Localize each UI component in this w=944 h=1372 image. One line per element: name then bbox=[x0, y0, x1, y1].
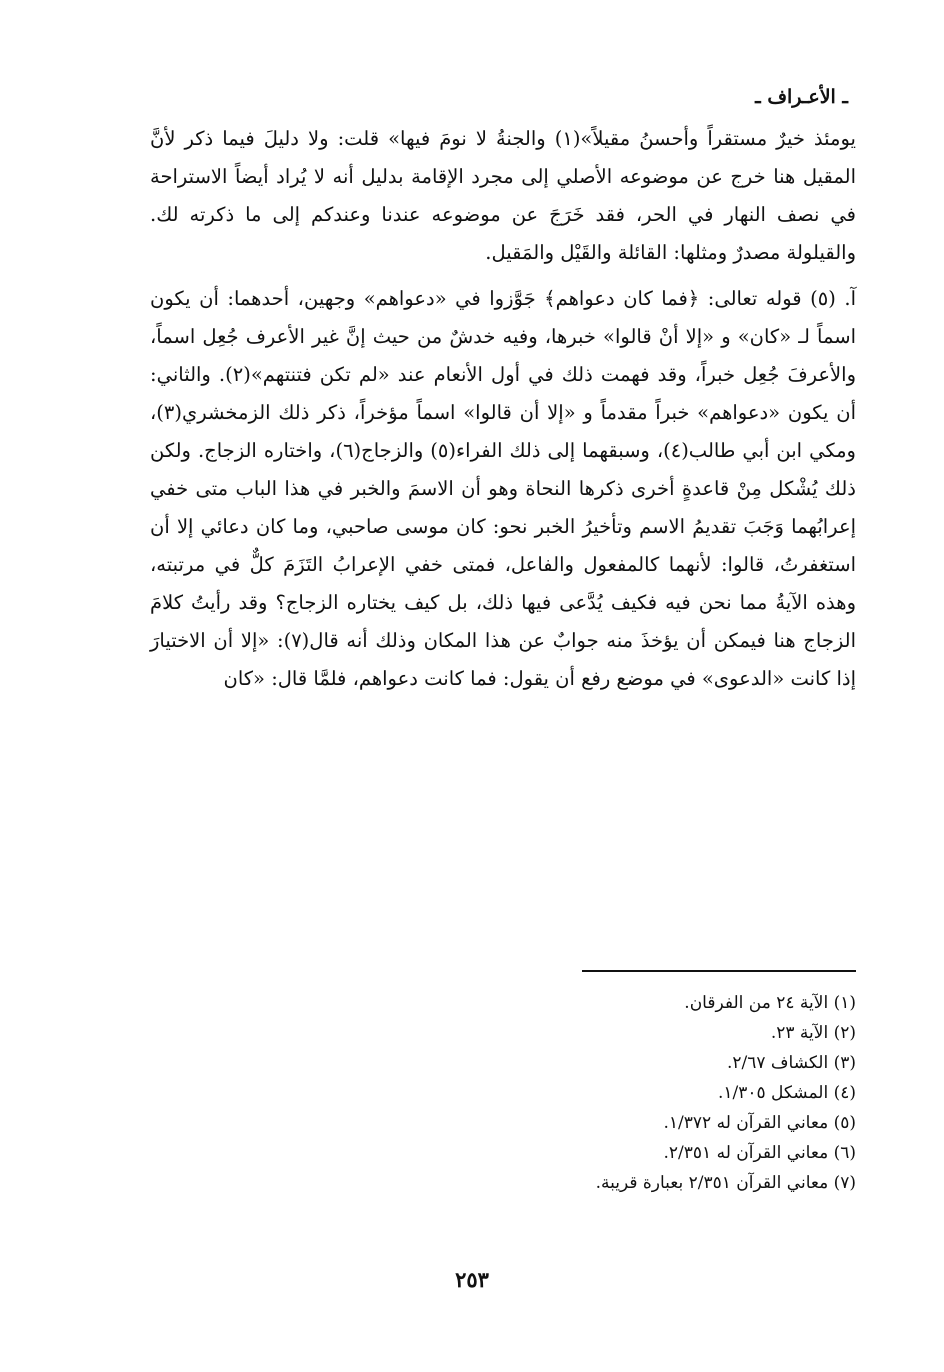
page-number: ٢٥٣ bbox=[455, 1267, 489, 1292]
footnote-separator bbox=[582, 970, 856, 972]
main-text bbox=[150, 120, 856, 698]
footnotes-list bbox=[436, 988, 856, 1198]
paragraph-1: يومئذ خيرٌ مستقراً وأحسنُ مقيلاً»(١) والجنةُ لا نومَ فيها» قلت: ولا دليلَ فيما ذكر لأنَّ المقيل هنا خرج عن موضوعه الأصلي إلى مجرد الإقامة بدليل أنه لا يُراد أيضاً الاستراحة في نصف النهار في الحر، فقد خَرَجَ عن موضوعه عندنا وعندكم إلى ما ذكرته لك. والقيلولة مصدرٌ ومثلها: القائلة والقَيْل والمَقيل. bbox=[150, 127, 856, 264]
footnote-4: (٤) المشكل ١/٣٠٥. bbox=[717, 1083, 856, 1103]
paragraph-2: آ. (٥) قوله تعالى: ﴿فما كان دعواهم﴾ جَوَّزوا في «دعواهم» وجهين، أحدهما: أن يكون اسماً لـ «كان» و «إلا أنْ قالوا» خبرها، وفيه خدشٌ من حيث إنَّ غير الأعرف جُعِل اسماً، والأعرفَ جُعِل خبراً، وقد فهمت ذلك في أول الأنعام عند «لم تكن فتنتهم»(٢). والثاني: أن يكون «دعواهم» خبراً مقدماً و «إلا أن قالوا» اسماً مؤخراً، ذكر ذلك الزمخشري(٣)، ومكي ابن أبي طالب(٤)، وسبقهما إلى ذلك الفراء(٥) والزجاج(٦)، واختاره الزجاج. ولكن ذلك يُشْكل مِنْ قاعدةٍ أخرى ذكرها النحاة وهو أن الاسمَ والخبر في هذا الباب متى خفي إعرابُهما وَجَبَ تقديمُ الاسم وتأخيرُ الخبر نحو: كان موسى صاحبي، وما كان دعائي إلا أن استغفرتُ، قالوا: لأنهما كالمفعول والفاعل، فمتى خفي الإعرابُ التَزَمَ كلٌّ في مرتبته، وهذه الآيةُ مما نحن فيه فكيف يُدَّعى فيها ذلك، بل كيف يختاره الزجاج؟ وقد رأيتُ كلامَ الزجاج هنا فيمكن أن يؤخذَ منه جوابٌ عن هذا المكان وذلك أنه قال(٧): «إلا أن الاختيارَ إذا كانت «الدعوى» في موضع رفع أن يقول: فما كانت دعواهم، فلمَّا قال: «كان bbox=[150, 287, 857, 690]
footnote-3: (٣) الكشاف ٢/٦٧. bbox=[726, 1053, 856, 1073]
footnote-5: (٥) معاني القرآن له ١/٣٧٢. bbox=[663, 1113, 856, 1133]
footnote-6: (٦) معاني القرآن له ٢/٣٥١. bbox=[663, 1143, 856, 1163]
running-header: ـ الأعـراف ـ bbox=[755, 86, 848, 108]
footnote-1: (١) الآية ٢٤ من الفرقان. bbox=[684, 993, 856, 1013]
footnote-7: (٧) معاني القرآن ٢/٣٥١ بعبارة قريبة. bbox=[595, 1173, 856, 1193]
footnote-2: (٢) الآية ٢٣. bbox=[770, 1023, 856, 1043]
